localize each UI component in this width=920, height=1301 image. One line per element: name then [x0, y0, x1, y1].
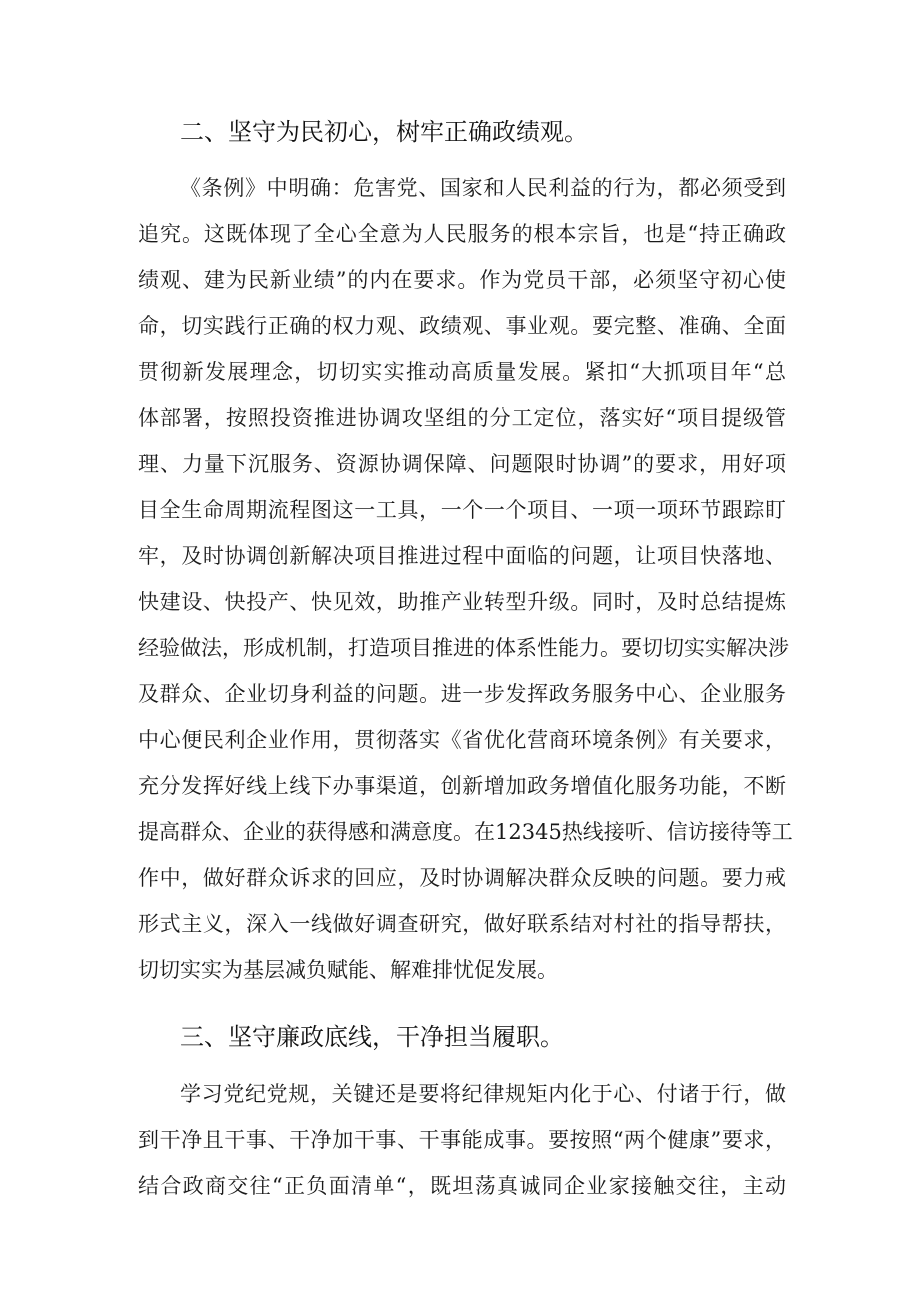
section-2-line: 中心便民利企业作用，贯彻落实《省优化营商环境条例》有关要求， — [138, 728, 786, 752]
section-3-line: 学习党纪党规，关键还是要将纪律规矩内化于心、付诸于行，做 — [180, 1082, 786, 1106]
section-2-line: 目全生命周期流程图这一工具，一个一个项目、一项一项环节跟踪盯 — [138, 498, 786, 522]
section-2-line: 形式主义，深入一线做好调查研究，做好联系结对村社的指导帮扶， — [138, 912, 786, 936]
section-2-line: 切切实实为基层减负赋能、解难排忧促发展。 — [138, 958, 558, 982]
section-2-heading: 二、坚守为民初心，树牢正确政绩观。 — [180, 118, 588, 146]
section-2-line: 《条例》中明确：危害党、国家和人民利益的行为，都必须受到 — [180, 176, 786, 200]
section-2-line: 快建设、快投产、快见效，助推产业转型升级。同时，及时总结提炼 — [138, 590, 786, 614]
section-3-heading: 三、坚守廉政底线，干净担当履职。 — [180, 1023, 564, 1051]
section-2-line: 追究。这既体现了全心全意为人民服务的根本宗旨，也是“持正确政 — [138, 222, 786, 246]
section-2-line: 及群众、企业切身利益的问题。进一步发挥政务服务中心、企业服务 — [138, 682, 786, 706]
section-2-line: 经验做法，形成机制，打造项目推进的体系性能力。要切切实实解决涉 — [138, 636, 789, 660]
section-3-line: 结合政商交往“正负面清单“，既坦荡真诚同企业家接触交往，主动 — [138, 1174, 786, 1198]
section-2-line: 命，切实践行正确的权力观、政绩观、事业观。要完整、准确、全面 — [138, 314, 786, 338]
section-3-line: 到干净且干事、干净加干事、干事能成事。要按照“两个健康”要求， — [138, 1128, 786, 1152]
section-2-line: 充分发挥好线上线下办事渠道，创新增加政务增值化服务功能，不断 — [138, 774, 786, 798]
section-2-line: 绩观、建为民新业绩”的内在要求。作为党员干部，必须坚守初心使 — [138, 268, 786, 292]
section-2-line: 作中，做好群众诉求的回应，及时协调解决群众反映的问题。要力戒 — [138, 866, 786, 890]
section-2-line: 牢，及时协调创新解决项目推进过程中面临的问题，让项目快落地、 — [138, 544, 786, 568]
section-2-line: 体部署，按照投资推进协调攻坚组的分工定位，落实好“项目提级管 — [138, 406, 786, 430]
section-2-line: 提高群众、企业的获得感和满意度。在12345热线接听、信访接待等工 — [138, 820, 793, 844]
section-2-line: 贯彻新发展理念，切切实实推动高质量发展。紧扣“大抓项目年“总 — [138, 360, 786, 384]
section-2-line: 理、力量下沉服务、资源协调保障、问题限时协调”的要求，用好项 — [138, 452, 786, 476]
